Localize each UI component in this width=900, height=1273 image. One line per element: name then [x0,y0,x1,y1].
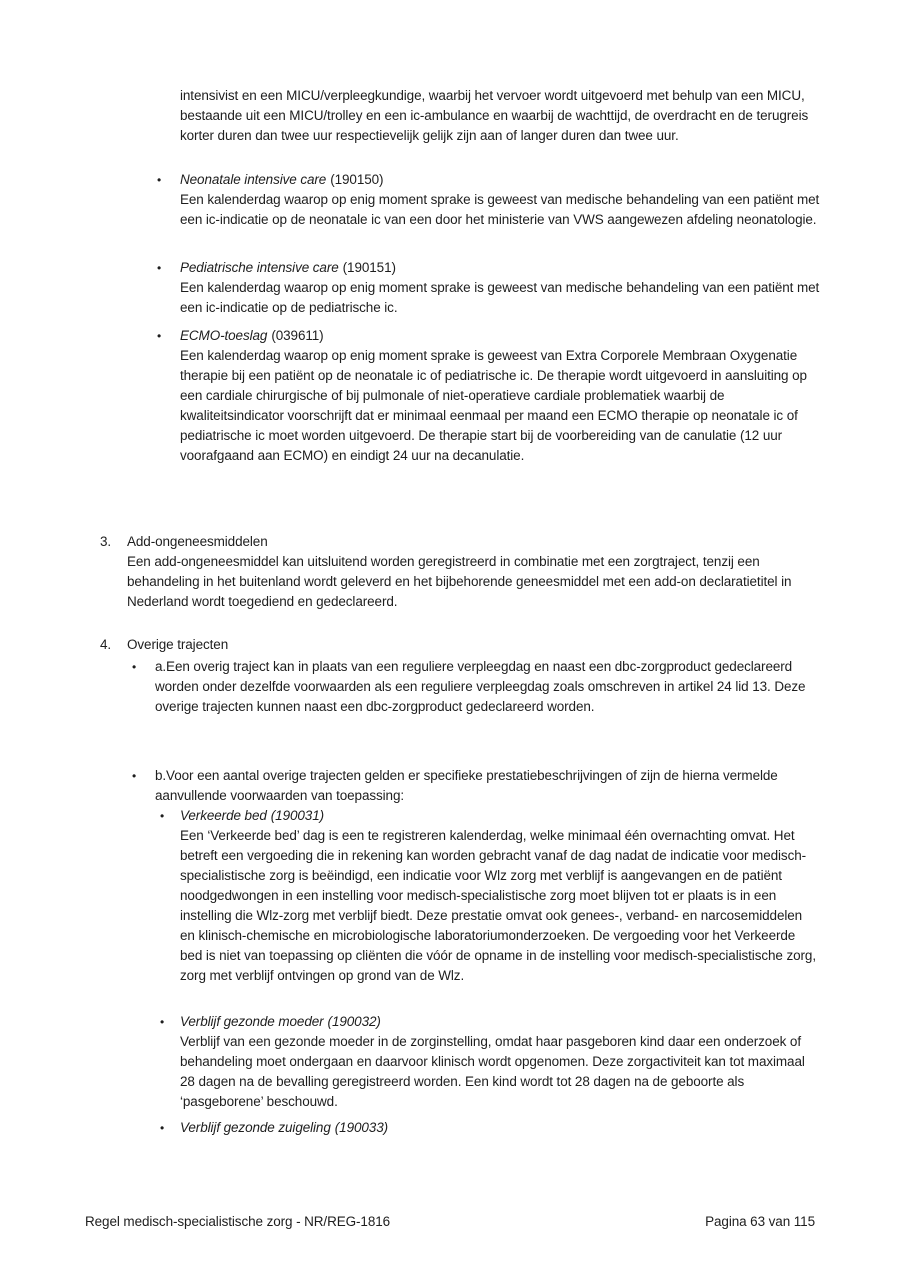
list-item-verkeerde-bed [158,806,820,986]
continuation-paragraph: intensivist en een MICU/verpleegkundige, waarbij het vervoer wordt uitgevoerd met behulp van een MICU, bestaande uit een MICU/trolley en een ic-ambulance en waarbij de wachttijd, de overdracht en de terugreis korter duren dan twee uur respectievelijk gelijk zijn aan of langer duren dan twee uur. [180,88,809,143]
bullet-icon: • [157,173,162,187]
bullet-icon: • [160,809,165,823]
numbered-item-4 [100,635,819,655]
footer-page-number: Pagina 63 van 115 [705,1214,815,1229]
list-item-title: Pediatrische intensive care [180,260,339,275]
list-item-title: Verblijf gezonde zuigeling [180,1120,331,1135]
list-item-title-line [180,806,820,826]
item-number: 3. [100,534,112,549]
list-item-body: Een kalenderdag waarop op enig moment sprake is geweest van medische behandeling van een patiënt met een ic-indicatie op de neonatale ic van een door het ministerie van VWS aangewezen afdeling neonatologie. [180,192,820,227]
list-item-body: Een ‘Verkeerde bed’ dag is een te registreren kalenderdag, welke minimaal één overnachting omvat. Het betreft een vergoeding die in rekening kan worden gebracht vanaf de dag nadat de indicatie voor medisch-specialistische zorg is beëindigd, een indicatie voor Wlz zorg met verblijf is aangevangen en de patiënt noodgedwongen in een instelling voor medisch-specialistische zorg moet blijven tot er plaats is in een instelling die Wlz-zorg met verblijf biedt. Deze prestatie omvat ook genees-, verband- en narcosemiddelen en klinisch-chemische en microbiologische laboratoriumonderzoeken. De vergoeding voor het Verkeerde bed is niet van toepassing op cliënten die vóór de opname in de instelling voor medisch-specialistische zorg, zorg met verblijf ontvingen op grond van de Wlz. [180,828,816,983]
list-item-content [180,326,820,466]
item-number: 4. [100,637,112,652]
page-footer [85,1212,815,1232]
bullet-icon: • [132,769,137,783]
numbered-item-3 [100,532,819,612]
list-item-title-line [180,1012,820,1032]
bullet-icon: • [157,261,162,275]
list-item-body: b.Voor een aantal overige trajecten gelden er specifieke prestatiebeschrijvingen of zijn de hierna vermelde aanvullende voorwaarden van toepassing: [155,768,778,803]
list-item-title-line [180,1118,820,1138]
item-title: Overige trajecten [127,637,229,652]
list-item-code: (039611) [271,328,324,343]
bullet-icon: • [160,1121,165,1135]
list-item-title: Verblijf gezonde moeder [180,1014,324,1029]
list-item-neonatale-intensive-care [155,170,820,230]
list-item-pediatrische-intensive-care [155,258,820,318]
list-item-code: (190033) [334,1120,389,1135]
footer-document-reference: Regel medisch-specialistische zorg - NR/REG-1816 [85,1214,391,1229]
bullet-icon: • [157,329,162,343]
bullet-icon: • [160,1015,165,1029]
item-content [127,532,819,612]
list-item-code: (190031) [270,808,325,823]
bullet-icon: • [132,660,137,674]
list-item-body: Een kalenderdag waarop op enig moment sprake is geweest van medische behandeling van een patiënt met een ic-indicatie op de pediatrische ic. [180,280,820,315]
list-item-4a [130,657,817,717]
list-item-content [180,170,820,230]
list-item-ecmo-toeslag [155,326,820,466]
list-item-title-line [180,170,820,190]
list-item-code: (190151) [342,260,396,275]
list-item-content [180,1118,820,1138]
list-item-body: a.Een overig traject kan in plaats van een reguliere verpleegdag en naast een dbc-zorgproduct gedeclareerd worden onder dezelfde voorwaarden als een reguliere verpleegdag zoals omschreven in artikel 24 lid 13. Deze overige trajecten kunnen naast een dbc-zorgproduct gedeclareerd worden. [155,659,806,714]
list-item-content [180,258,820,318]
list-item-content [155,766,817,806]
list-item-code: (190150) [330,172,384,187]
item-title: Add-ongeneesmiddelen [127,534,268,549]
item-body: Een add-ongeneesmiddel kan uitsluitend worden geregistreerd in combinatie met een zorgtraject, tenzij een behandeling in het buitenland wordt geleverd en het bijbehorende geneesmiddel met een add-on declaratietitel in Nederland wordt toegediend en gedeclareerd. [127,554,792,609]
list-item-title-line [180,326,820,346]
list-item-body: Verblijf van een gezonde moeder in de zorginstelling, omdat haar pasgeboren kind daar een onderzoek of behandeling moet ondergaan en daarvoor klinisch wordt opgenomen. Deze zorgactiviteit kan tot maximaal 28 dagen na de bevalling geregistreerd worden. Een kind wordt tot 28 dagen na de geboorte als ‘pasgeborene’ beschouwd. [180,1034,805,1109]
item-content [127,635,819,655]
list-item-content [180,1012,820,1112]
list-item-body: Een kalenderdag waarop op enig moment sprake is geweest van Extra Corporele Membraan Oxygenatie therapie bij een patiënt op de neonatale ic of pediatrische ic. De therapie wordt uitgevoerd in aansluiting op een cardiale chirurgische of bij pulmonale of niet-operatieve cardiale problematiek waarbij de kwaliteitsindicator voorschrijft dat er minimaal eenmaal per maand een ECMO therapie op neonatale ic of pediatrische ic moet worden uitgevoerd. De therapie start bij de voorbereiding van de canulatie (12 uur voorafgaand aan ECMO) en eindigt 24 uur na decanulatie. [180,348,807,463]
list-item-title-line [180,258,820,278]
list-item-title: Neonatale intensive care [180,172,327,187]
list-item-title: ECMO-toeslag [180,328,268,343]
list-item-code: (190032) [327,1014,381,1029]
list-item-title: Verkeerde bed [180,808,267,823]
list-item-verblijf-gezonde-moeder [158,1012,820,1112]
list-item-4b [130,766,817,806]
list-item-content [155,657,817,717]
list-item-content [180,806,820,986]
list-item-verblijf-gezonde-zuigeling [158,1118,820,1138]
